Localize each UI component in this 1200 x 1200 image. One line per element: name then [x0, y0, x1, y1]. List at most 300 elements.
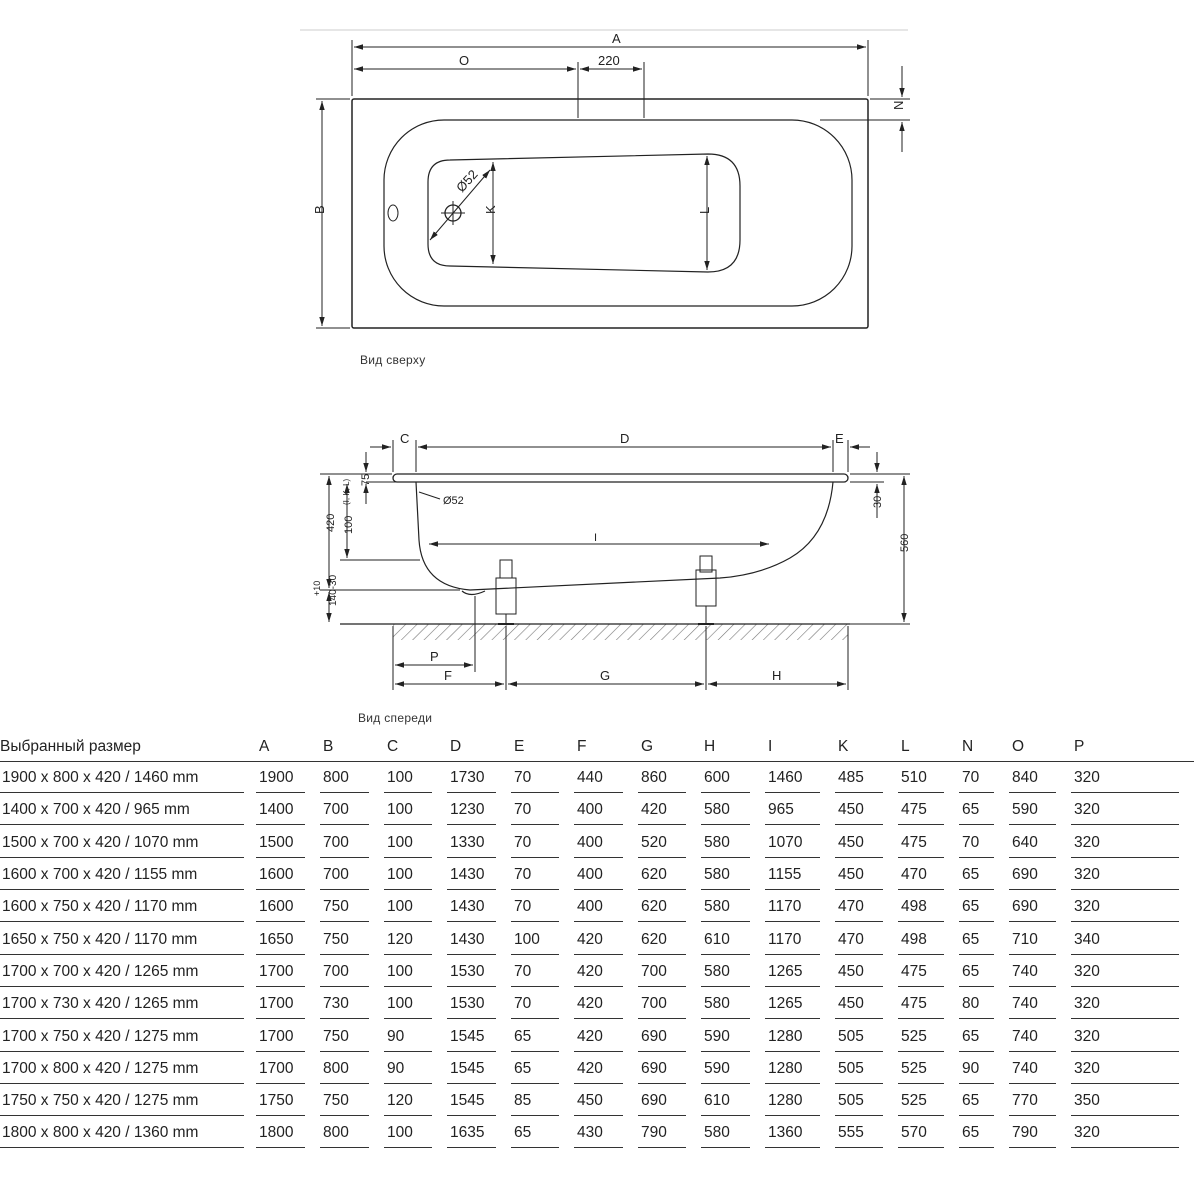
- cell-text: 340: [1071, 925, 1179, 955]
- row-size-cell: [0, 794, 256, 826]
- value-cell: [898, 1020, 959, 1052]
- cell-text: 1400: [256, 795, 305, 825]
- value-cell: [1071, 923, 1194, 955]
- value-cell: [256, 1085, 320, 1117]
- value-cell: [898, 859, 959, 891]
- value-cell: [1009, 891, 1071, 923]
- cell-text: 1280: [765, 1022, 820, 1052]
- value-cell: [835, 1020, 898, 1052]
- dim-h: H: [772, 668, 782, 683]
- value-cell: [384, 762, 447, 795]
- dim-c: C: [400, 431, 410, 446]
- value-cell: [765, 859, 835, 891]
- value-cell: [447, 1117, 511, 1149]
- value-cell: [898, 1053, 959, 1085]
- cell-text: 510: [898, 763, 944, 793]
- cell-text: 520: [638, 828, 686, 858]
- foot-left: [496, 560, 516, 624]
- value-cell: [1071, 1117, 1194, 1149]
- value-cell: [447, 988, 511, 1020]
- dim-30: 30: [872, 495, 884, 508]
- value-cell: [1071, 827, 1194, 859]
- value-cell: [898, 956, 959, 988]
- value-cell: [1071, 891, 1194, 923]
- header-col-a: A: [256, 733, 320, 762]
- cell-text: 1700: [256, 957, 305, 987]
- cell-text: 430: [574, 1118, 623, 1148]
- value-cell: [959, 762, 1009, 795]
- header-col-b: B: [320, 733, 384, 762]
- value-cell: [1071, 859, 1194, 891]
- table-header-row: [0, 733, 1194, 762]
- cell-text: 1730: [447, 763, 496, 793]
- value-cell: [638, 956, 701, 988]
- value-cell: [256, 794, 320, 826]
- value-cell: [320, 1020, 384, 1052]
- cell-text: 1600: [256, 892, 305, 922]
- cell-text: 740: [1009, 989, 1056, 1019]
- value-cell: [959, 1085, 1009, 1117]
- cell-text: 470: [835, 925, 883, 955]
- value-cell: [898, 891, 959, 923]
- cell-text: 525: [898, 1086, 944, 1116]
- value-cell: [256, 1053, 320, 1085]
- row-size-cell: [0, 923, 256, 955]
- cell-text: 505: [835, 1086, 883, 1116]
- value-cell: [447, 762, 511, 795]
- cell-text: 620: [638, 925, 686, 955]
- value-cell: [1009, 1020, 1071, 1052]
- cell-text: 700: [320, 795, 369, 825]
- cell-text: 1700: [256, 989, 305, 1019]
- value-cell: [765, 891, 835, 923]
- cell-text: 1545: [447, 1086, 496, 1116]
- cell-text: 790: [1009, 1118, 1056, 1148]
- value-cell: [511, 1117, 574, 1149]
- cell-text: 620: [638, 860, 686, 890]
- table-body: [0, 762, 1194, 1150]
- cell-text: 320: [1071, 989, 1179, 1019]
- cell-text: 440: [574, 763, 623, 793]
- value-cell: [511, 827, 574, 859]
- cell-text: 65: [959, 795, 994, 825]
- cell-text: 1700 x 800 x 420 / 1275 mm: [0, 1054, 244, 1084]
- cell-text: 65: [959, 925, 994, 955]
- value-cell: [447, 1020, 511, 1052]
- cell-text: 420: [574, 1022, 623, 1052]
- dim-75: 75: [360, 473, 372, 486]
- table-row: [0, 1053, 1194, 1085]
- cell-text: 320: [1071, 795, 1179, 825]
- value-cell: [511, 891, 574, 923]
- dim-o: O: [459, 53, 470, 68]
- cell-text: 100: [384, 828, 432, 858]
- value-cell: [320, 1085, 384, 1117]
- cell-text: 420: [574, 925, 623, 955]
- cell-text: 320: [1071, 763, 1179, 793]
- value-cell: [1009, 762, 1071, 795]
- cell-text: 1635: [447, 1118, 496, 1148]
- value-cell: [765, 794, 835, 826]
- value-cell: [638, 762, 701, 795]
- cell-text: 740: [1009, 957, 1056, 987]
- cell-text: 1360: [765, 1118, 820, 1148]
- tub-rim: [393, 474, 848, 482]
- value-cell: [574, 988, 638, 1020]
- value-cell: [835, 1053, 898, 1085]
- tub-body: [416, 482, 833, 590]
- cell-text: 1530: [447, 957, 496, 987]
- value-cell: [574, 1085, 638, 1117]
- value-cell: [959, 956, 1009, 988]
- value-cell: [638, 923, 701, 955]
- value-cell: [898, 827, 959, 859]
- cell-text: 700: [320, 828, 369, 858]
- foot-right: [696, 556, 716, 624]
- value-cell: [835, 827, 898, 859]
- cell-text: 620: [638, 892, 686, 922]
- cell-text: 70: [511, 795, 559, 825]
- cell-text: 1280: [765, 1054, 820, 1084]
- value-cell: [765, 956, 835, 988]
- value-cell: [765, 1117, 835, 1149]
- cell-text: 1070: [765, 828, 820, 858]
- value-cell: [701, 1117, 765, 1149]
- cell-text: 1700: [256, 1054, 305, 1084]
- header-col-l: L: [898, 733, 959, 762]
- value-cell: [898, 794, 959, 826]
- cell-text: 65: [959, 1022, 994, 1052]
- tub-outline: [352, 99, 868, 328]
- table-row: [0, 827, 1194, 859]
- value-cell: [835, 923, 898, 955]
- cell-text: 690: [638, 1022, 686, 1052]
- cell-text: 1545: [447, 1054, 496, 1084]
- cell-text: 1750: [256, 1086, 305, 1116]
- cell-text: 65: [959, 1086, 994, 1116]
- cell-text: 800: [320, 1054, 369, 1084]
- value-cell: [384, 1053, 447, 1085]
- cell-text: 90: [384, 1054, 432, 1084]
- value-cell: [765, 827, 835, 859]
- value-cell: [898, 988, 959, 1020]
- cell-text: 470: [835, 892, 883, 922]
- value-cell: [1071, 1085, 1194, 1117]
- cell-text: 1700 x 750 x 420 / 1275 mm: [0, 1022, 244, 1052]
- value-cell: [574, 859, 638, 891]
- cell-text: 600: [701, 763, 750, 793]
- value-cell: [384, 859, 447, 891]
- row-size-cell: [0, 1085, 256, 1117]
- value-cell: [959, 988, 1009, 1020]
- value-cell: [256, 891, 320, 923]
- value-cell: [256, 1117, 320, 1149]
- cell-text: 580: [701, 892, 750, 922]
- header-selected-size: Выбранный размер: [0, 733, 256, 762]
- value-cell: [835, 891, 898, 923]
- value-cell: [835, 1085, 898, 1117]
- cell-text: 740: [1009, 1022, 1056, 1052]
- value-cell: [574, 923, 638, 955]
- cell-text: 730: [320, 989, 369, 1019]
- cell-text: 1170: [765, 925, 820, 955]
- table-row: [0, 762, 1194, 795]
- value-cell: [959, 1020, 1009, 1052]
- cell-text: 525: [898, 1054, 944, 1084]
- value-cell: [1009, 794, 1071, 826]
- value-cell: [701, 923, 765, 955]
- value-cell: [835, 988, 898, 1020]
- value-cell: [959, 891, 1009, 923]
- cell-text: 120: [384, 925, 432, 955]
- cell-text: 70: [511, 957, 559, 987]
- value-cell: [320, 923, 384, 955]
- value-cell: [835, 859, 898, 891]
- cell-text: 1700 x 700 x 420 / 1265 mm: [0, 957, 244, 987]
- value-cell: [1009, 859, 1071, 891]
- table-row: [0, 891, 1194, 923]
- value-cell: [898, 923, 959, 955]
- table-row: [0, 1085, 1194, 1117]
- value-cell: [256, 1020, 320, 1052]
- dim-560: 560: [899, 533, 911, 552]
- cell-text: 860: [638, 763, 686, 793]
- header-col-i: I: [765, 733, 835, 762]
- value-cell: [835, 762, 898, 795]
- cell-text: 800: [320, 763, 369, 793]
- value-cell: [447, 923, 511, 955]
- value-cell: [447, 827, 511, 859]
- cell-text: 70: [511, 763, 559, 793]
- value-cell: [701, 762, 765, 795]
- value-cell: [959, 1053, 1009, 1085]
- cell-text: 65: [511, 1022, 559, 1052]
- value-cell: [701, 891, 765, 923]
- value-cell: [898, 1117, 959, 1149]
- cell-text: 1430: [447, 860, 496, 890]
- cell-text: 420: [574, 989, 623, 1019]
- value-cell: [1071, 762, 1194, 795]
- cell-text: 770: [1009, 1086, 1056, 1116]
- row-size-cell: [0, 988, 256, 1020]
- cell-text: 100: [511, 925, 559, 955]
- value-cell: [511, 794, 574, 826]
- overflow-icon: [388, 205, 398, 221]
- dim-100: 100: [343, 515, 355, 534]
- cell-text: 320: [1071, 860, 1179, 890]
- dim-plus10: +10: [312, 580, 322, 596]
- cell-text: 470: [898, 860, 944, 890]
- value-cell: [1071, 1053, 1194, 1085]
- cell-text: 1650: [256, 925, 305, 955]
- cell-text: 1265: [765, 957, 820, 987]
- value-cell: [638, 1117, 701, 1149]
- cell-text: 710: [1009, 925, 1056, 955]
- row-size-cell: [0, 891, 256, 923]
- value-cell: [511, 762, 574, 795]
- value-cell: [765, 1085, 835, 1117]
- cell-text: 1430: [447, 925, 496, 955]
- value-cell: [701, 1053, 765, 1085]
- value-cell: [1009, 827, 1071, 859]
- value-cell: [511, 988, 574, 1020]
- floor-hatch: [393, 624, 848, 640]
- cell-text: 580: [701, 957, 750, 987]
- value-cell: [384, 1020, 447, 1052]
- cell-text: 700: [320, 957, 369, 987]
- cell-text: 570: [898, 1118, 944, 1148]
- value-cell: [701, 859, 765, 891]
- dim-140: 140-30: [328, 574, 339, 606]
- value-cell: [1071, 988, 1194, 1020]
- value-cell: [256, 827, 320, 859]
- value-cell: [320, 956, 384, 988]
- front-view-caption: Вид спереди: [358, 711, 433, 725]
- cell-text: 1650 x 750 x 420 / 1170 mm: [0, 925, 244, 955]
- value-cell: [511, 859, 574, 891]
- value-cell: [320, 1117, 384, 1149]
- cell-text: 580: [701, 828, 750, 858]
- cell-text: 1155: [765, 860, 820, 890]
- cell-text: 580: [701, 860, 750, 890]
- cell-text: 320: [1071, 1054, 1179, 1084]
- row-size-cell: [0, 1020, 256, 1052]
- cell-text: 100: [384, 795, 432, 825]
- cell-text: 590: [1009, 795, 1056, 825]
- cell-text: 65: [511, 1054, 559, 1084]
- cell-text: 690: [1009, 892, 1056, 922]
- cell-text: 1600: [256, 860, 305, 890]
- cell-text: 1700: [256, 1022, 305, 1052]
- value-cell: [1071, 794, 1194, 826]
- table-row: [0, 956, 1194, 988]
- table-row: [0, 794, 1194, 826]
- cell-text: 790: [638, 1118, 686, 1148]
- cell-text: 90: [384, 1022, 432, 1052]
- table-row: [0, 859, 1194, 891]
- header-col-f: F: [574, 733, 638, 762]
- cell-text: 475: [898, 989, 944, 1019]
- cell-text: 100: [384, 957, 432, 987]
- value-cell: [959, 827, 1009, 859]
- cell-text: 700: [320, 860, 369, 890]
- value-cell: [320, 859, 384, 891]
- value-cell: [320, 827, 384, 859]
- cell-text: 350: [1071, 1086, 1179, 1116]
- cell-text: 475: [898, 828, 944, 858]
- cell-text: 400: [574, 860, 623, 890]
- value-cell: [574, 794, 638, 826]
- cell-text: 1900 x 800 x 420 / 1460 mm: [0, 763, 244, 793]
- cell-text: 1170: [765, 892, 820, 922]
- cell-text: 840: [1009, 763, 1056, 793]
- cell-text: 580: [701, 795, 750, 825]
- cell-text: 610: [701, 925, 750, 955]
- top-view-drawing: [0, 0, 1200, 360]
- cell-text: 420: [574, 1054, 623, 1084]
- value-cell: [511, 1053, 574, 1085]
- cell-text: 400: [574, 828, 623, 858]
- table-row: [0, 988, 1194, 1020]
- dim-dia: Ø52: [453, 166, 481, 196]
- value-cell: [1009, 956, 1071, 988]
- value-cell: [320, 1053, 384, 1085]
- cell-text: 100: [384, 860, 432, 890]
- cell-text: 65: [959, 1118, 994, 1148]
- value-cell: [447, 956, 511, 988]
- cell-text: 65: [959, 892, 994, 922]
- value-cell: [898, 1085, 959, 1117]
- cell-text: 450: [835, 828, 883, 858]
- cell-text: 450: [835, 957, 883, 987]
- value-cell: [1009, 1117, 1071, 1149]
- value-cell: [701, 827, 765, 859]
- cell-text: 505: [835, 1054, 883, 1084]
- cell-text: 320: [1071, 1022, 1179, 1052]
- cell-text: 505: [835, 1022, 883, 1052]
- cell-text: 475: [898, 957, 944, 987]
- value-cell: [638, 1020, 701, 1052]
- dim-dia-front: Ø52: [443, 495, 464, 507]
- value-cell: [638, 859, 701, 891]
- value-cell: [574, 1053, 638, 1085]
- value-cell: [765, 1020, 835, 1052]
- cell-text: 700: [638, 989, 686, 1019]
- cell-text: 525: [898, 1022, 944, 1052]
- value-cell: [447, 1053, 511, 1085]
- cell-text: 690: [638, 1054, 686, 1084]
- value-cell: [256, 988, 320, 1020]
- value-cell: [701, 988, 765, 1020]
- dim-l: L: [697, 206, 712, 214]
- row-size-cell: [0, 827, 256, 859]
- cell-text: 690: [638, 1086, 686, 1116]
- dim-n: N: [891, 100, 906, 110]
- value-cell: [1009, 988, 1071, 1020]
- value-cell: [384, 923, 447, 955]
- value-cell: [384, 794, 447, 826]
- value-cell: [511, 956, 574, 988]
- value-cell: [638, 794, 701, 826]
- value-cell: [574, 762, 638, 795]
- dim-g: G: [600, 668, 611, 683]
- cell-text: 70: [511, 860, 559, 890]
- cell-text: 750: [320, 1086, 369, 1116]
- cell-text: 1330: [447, 828, 496, 858]
- value-cell: [835, 956, 898, 988]
- cell-text: 1700 x 730 x 420 / 1265 mm: [0, 989, 244, 1019]
- value-cell: [638, 988, 701, 1020]
- cell-text: 1430: [447, 892, 496, 922]
- cell-text: 70: [959, 828, 994, 858]
- cell-text: 70: [511, 989, 559, 1019]
- value-cell: [574, 827, 638, 859]
- dim-e: E: [835, 431, 844, 446]
- value-cell: [959, 923, 1009, 955]
- value-cell: [447, 859, 511, 891]
- cell-text: 65: [959, 860, 994, 890]
- dim-220: 220: [598, 53, 620, 68]
- value-cell: [511, 923, 574, 955]
- cell-text: 580: [701, 1118, 750, 1148]
- value-cell: [384, 988, 447, 1020]
- row-size-cell: [0, 1053, 256, 1085]
- value-cell: [638, 891, 701, 923]
- value-cell: [384, 1117, 447, 1149]
- value-cell: [384, 1085, 447, 1117]
- value-cell: [574, 891, 638, 923]
- value-cell: [701, 1020, 765, 1052]
